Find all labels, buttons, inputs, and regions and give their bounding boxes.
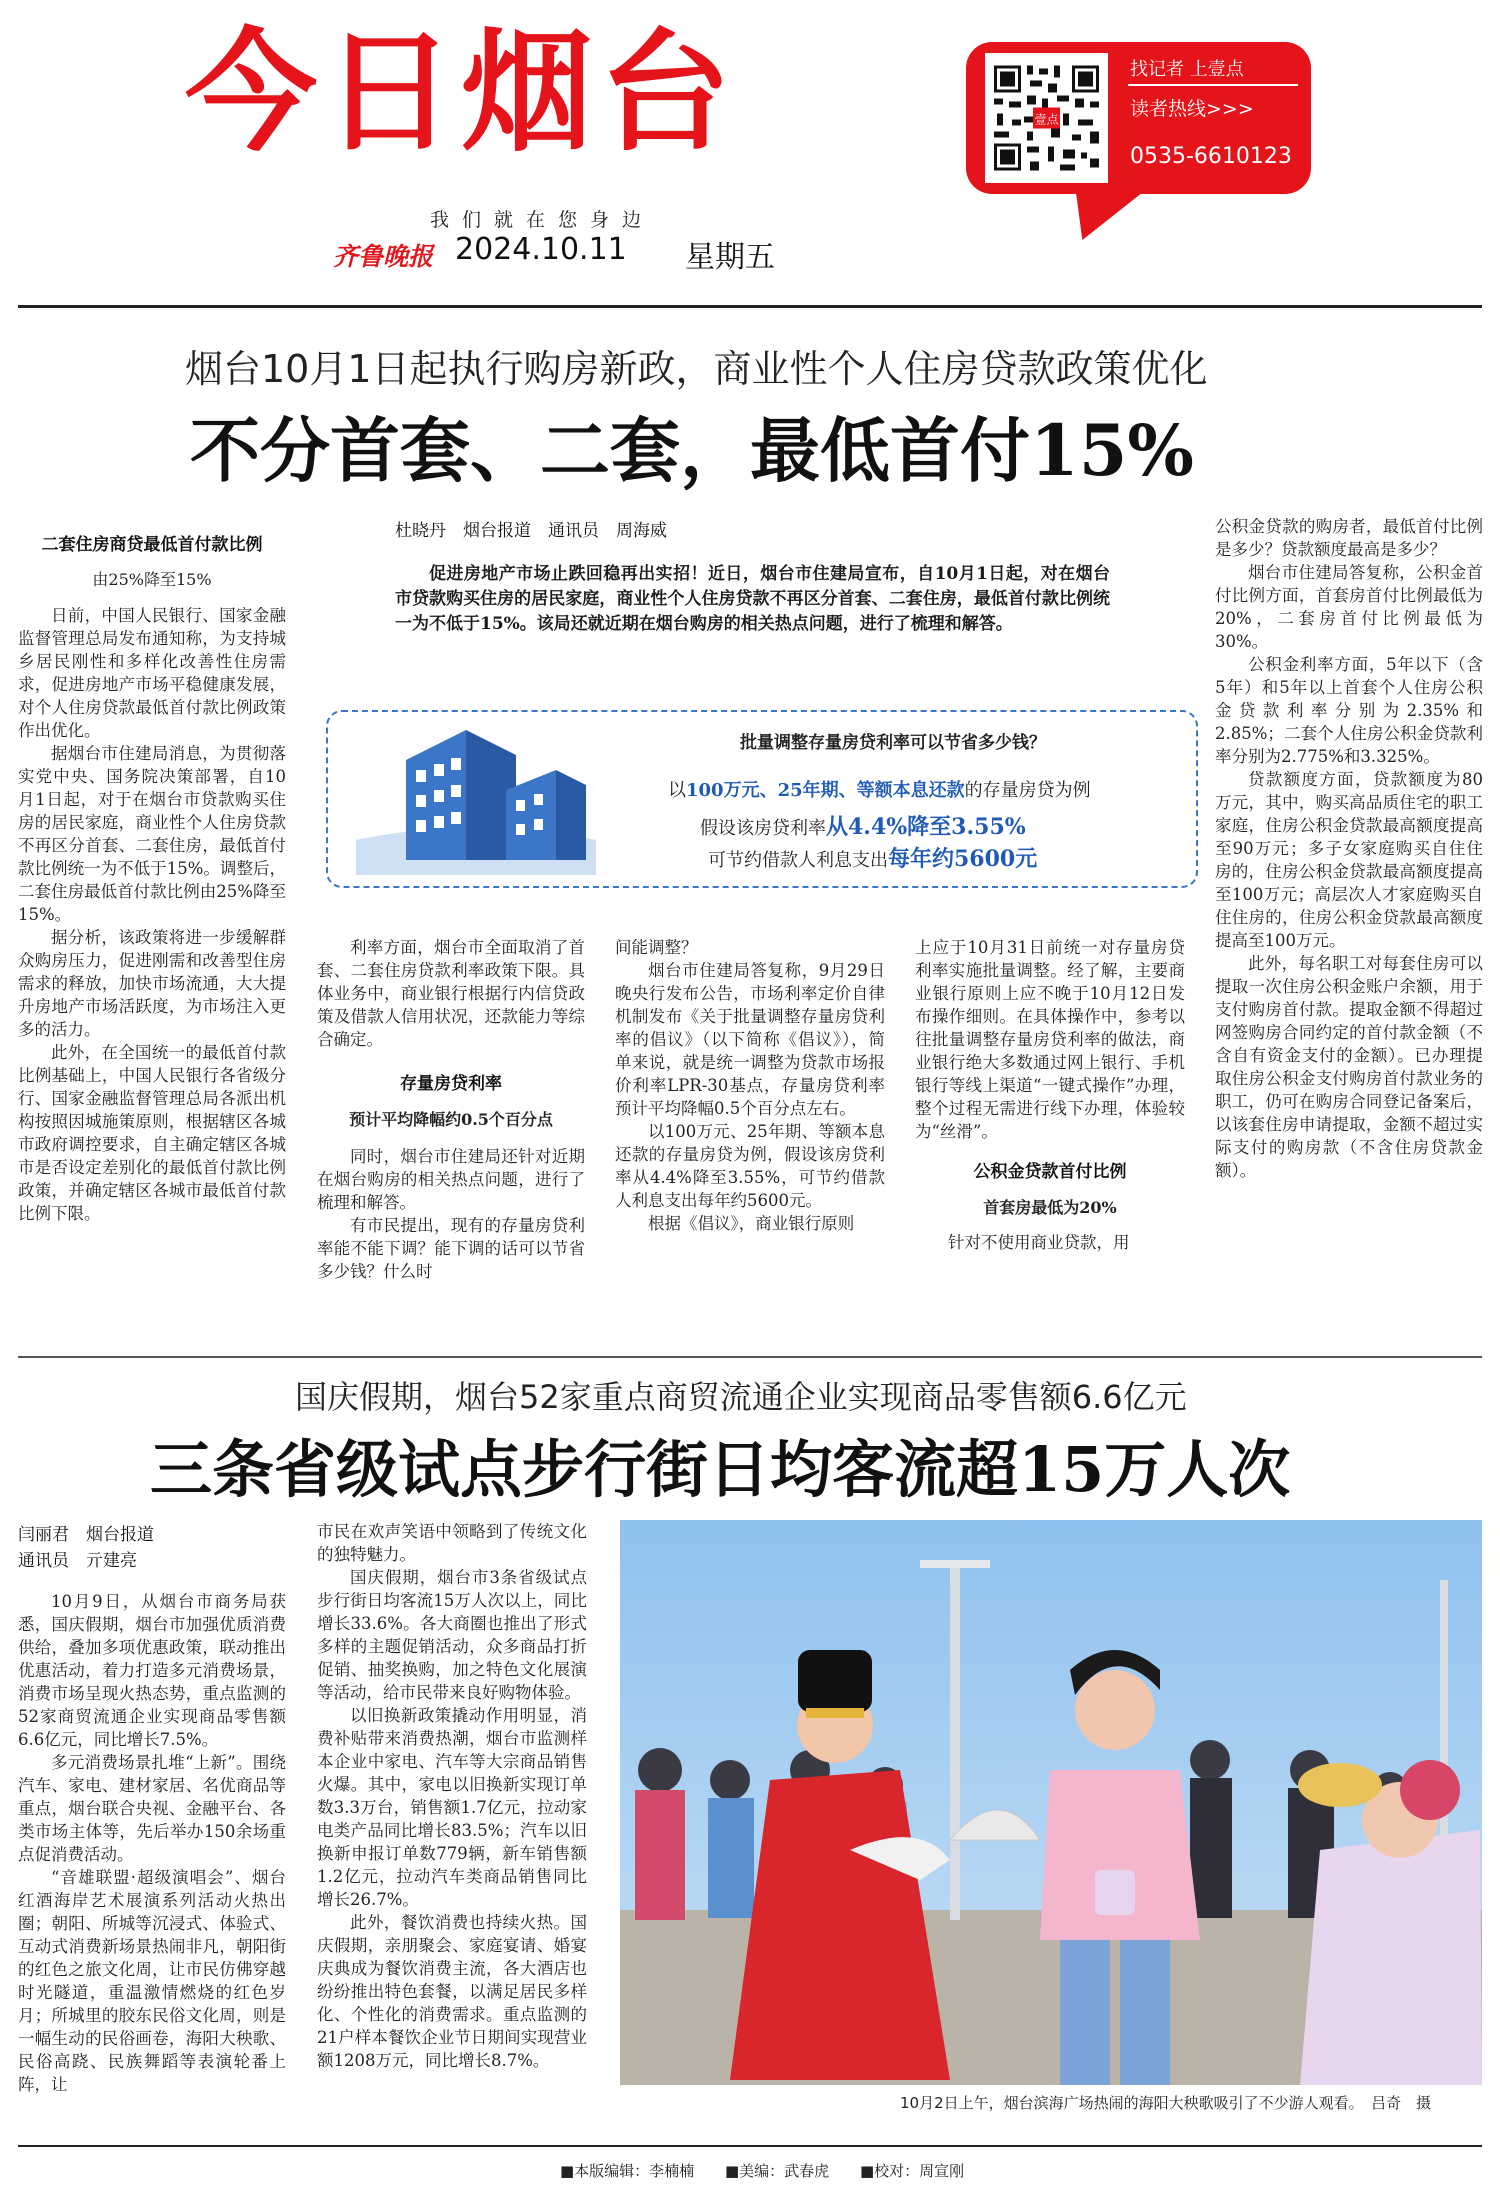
- paragraph: 同时，烟台市住建局还针对近期在烟台购房的相关热点问题，进行了梳理和解答。: [317, 1147, 585, 1212]
- story1-col4-subhead2: 首套房最低为20%: [983, 1198, 1117, 1217]
- paragraph: 烟台市住建局答复称，9月29日晚央行发布公告，市场利率定价自律机制发布《关于批量调整存量房贷利率的倡议》（以下简称《倡议》），简单来说，就是统一调整为贷款市场报价利率LPR-30基点，存量房贷利率预计平均降幅0.5个百分点左右。: [615, 961, 885, 1118]
- hotline-divider: [1128, 84, 1298, 86]
- page-credits: [560, 2160, 990, 2181]
- paragraph: 以100万元、25年期、等额本息还款的存量房贷为例，假设该房贷利率从4.4%降至3.55%，可节约借款人利息支出每年约5600元。: [615, 1122, 885, 1210]
- paragraph: 多元消费场景扎堆“上新”。围绕汽车、家电、建材家居、名优商品等重点，烟台联合央视、金融平台、各类市场主体等，先后举办150余场重点促消费活动。: [18, 1753, 286, 1864]
- story2-headline: 三条省级试点步行街日均客流超15万人次: [150, 1433, 1291, 1506]
- paragraph: 此外，餐饮消费也持续火热。国庆假期，亲朋聚会、家庭宴请、婚宴庆典成为餐饮消费主流，各大酒店也纷纷推出特色套餐，以满足居民多样化、个性化的消费需求。重点监测的21户样本餐饮企业节日期间实现营业额1208万元，同比增长8.7%。: [317, 1913, 587, 2070]
- story1-headline: 不分首套、二套，最低首付15%: [190, 409, 1194, 492]
- paragraph: 间能调整？: [615, 938, 698, 957]
- paragraph: 日前，中国人民银行、国家金融监督管理总局发布通知称，为支持城乡居民刚性和多样化改善性住房需求，促进房地产市场平稳健康发展，对个人住房贷款最低首付款比例政策作出优化。: [18, 606, 286, 740]
- masthead-rule: [18, 305, 1482, 308]
- story2-column-2: [317, 1520, 587, 2072]
- paragraph: 上应于10月31日前统一对存量房贷利率实施批量调整。经了解，主要商业银行原则上应不晚于10月12日发布操作细则。在具体操作中，参考以往批量调整存量房贷利率的做法，商业银行绝大多数通过网上银行、手机银行等线上渠道“一键式操作”办理，整个过程无需进行线下办理，体验较为“丝滑”。: [915, 938, 1185, 1141]
- masthead-brand: 齐鲁晚报: [333, 242, 434, 271]
- paragraph: 以旧换新政策撬动作用明显，消费补贴带来消费热潮，烟台市监测样本企业中家电、汽车等大宗商品销售火爆。其中，家电以旧换新实现订单数3.3万台，销售额1.7亿元，拉动家电类产品同比增长83.5%；汽车以旧换新申报订单数779辆，新车销售额1.2亿元，拉动汽车类商品销售同比增长26.7%。: [317, 1706, 587, 1909]
- qr-badge: 壹点: [1034, 112, 1059, 127]
- story1-col1-subhead2: 由25%降至15%: [92, 570, 212, 589]
- info-box-line-1: 以100万元、25年期、等额本息还款的存量房贷为例: [668, 780, 1091, 801]
- credit-designer: ■美编：武春虎: [724, 2162, 830, 2180]
- info-box-title: 批量调整存量房贷利率可以节省多少钱？: [740, 733, 1046, 753]
- qr-code-icon: [991, 59, 1102, 177]
- story1-col4-subhead: 公积金贷款首付比例: [973, 1162, 1127, 1182]
- story1-column-2: [317, 936, 585, 1283]
- yangge-dance-photo: [620, 1520, 1482, 2085]
- paragraph: “音雄联盟·超级演唱会”、烟台红酒海岸艺术展演系列活动火热出圈；朝阳、所城等沉浸式、体验式、互动式消费新场景热闹非凡，朝阳街的红色之旅文化周，让市民仿佛穿越时光隧道，重温激情燃烧的红色岁月；所城里的胶东民俗文化周，则是一幅生动的民俗画卷，海阳大秧歌、民俗高跷、民族舞蹈等表演轮番上阵，让: [18, 1868, 286, 2094]
- story1-column-1: [18, 604, 286, 1225]
- paragraph: 有市民提出，现有的存量房贷利率能不能下调？能下调的话可以节省多少钱？什么时: [317, 1216, 585, 1281]
- masthead-title: 今日烟台: [185, 16, 737, 170]
- issue-weekday: 星期五: [685, 240, 775, 275]
- hotline-box-tail: [1052, 190, 1145, 240]
- story2-byline: 闫丽君 烟台报道: [18, 1525, 154, 1545]
- qr-code[interactable]: [985, 53, 1108, 183]
- paragraph: 据分析，该政策将进一步缓解群众购房压力，促进刚需和改善型住房需求的释放，加快市场流通，大大提升房地产市场活跃度，为市场注入更多的活力。: [18, 928, 286, 1039]
- story2-column-1: [18, 1590, 286, 2096]
- story1-byline: 杜晓丹 烟台报道 通讯员 周海威: [395, 521, 667, 541]
- story1-lead: 促进房地产市场止跌回稳再出实招！近日，烟台市住建局宣布，自10月1日起，对在烟台市贷款购买住房的居民家庭，商业性个人住房贷款不再区分首套、二套住房，最低首付款比例统一为不低于15%。该局还就近期在烟台购房的相关热点问题，进行了梳理和解答。: [395, 564, 1110, 634]
- footer-rule: [18, 2145, 1482, 2147]
- story2-byline-correspondent: 通讯员 亓建亮: [18, 1551, 137, 1571]
- paragraph: 公积金利率方面，5年以下（含5年）和5年以上首套个人住房公积金贷款利率分别为2.35%和2.85%；二套个人住房公积金贷款利率分别为2.775%和3.325%。: [1215, 655, 1483, 766]
- paragraph: 针对不使用商业贷款，用: [948, 1233, 1130, 1252]
- paragraph: 利率方面，烟台市全面取消了首套、二套住房贷款利率政策下限。具体业务中，商业银行根据行内信贷政策及借款人信用状况，还款能力等综合确定。: [317, 938, 585, 1049]
- paragraph: 国庆假期，烟台市3条省级试点步行街日均客流15万人次以上，同比增长33.6%。各大商圈也推出了形式多样的主题促销活动，众多商品打折促销、抽奖换购，加之特色文化展演等活动，给市民带来良好购物体验。: [317, 1568, 587, 1702]
- story2-kicker: 国庆假期，烟台52家重点商贸流通企业实现商品零售额6.6亿元: [295, 1378, 1187, 1416]
- paragraph: 根据《倡议》，商业银行原则: [648, 1214, 855, 1233]
- news-photo[interactable]: [620, 1520, 1482, 2085]
- hotline-reporter: 找记者 上壹点: [1130, 59, 1244, 80]
- paragraph: 此外，在全国统一的最低首付款比例基础上，中国人民银行各省级分行、国家金融监督管理总局各派出机构按照因城施策原则，根据辖区各城市政府调控要求，自主确定辖区各城市是否设定差别化的最低首付款比例政策，并确定辖区各城市最低首付款比例下限。: [18, 1043, 286, 1223]
- story1-column-4: [915, 936, 1185, 1254]
- paragraph: 贷款额度方面，贷款额度为80万元，其中，购买高品质住宅的职工家庭，住房公积金贷款最高额度提高至90万元；多子女家庭购买自住住房的，住房公积金贷款最高额度提高至100万元；高层次人才家庭购买自住住房的，住房公积金贷款最高额度提高至100万元。: [1215, 770, 1483, 950]
- story1-col2-subhead2: 预计平均降幅约0.5个百分点: [349, 1110, 553, 1129]
- story1-col2-subhead: 存量房贷利率: [400, 1074, 502, 1094]
- section-rule: [18, 1356, 1482, 1358]
- paragraph: 此外，每名职工对每套住房可以提取一次住房公积金账户余额，用于支付购房首付款。提取金额不得超过网签购房合同约定的首付款金额（不含自有资金支付的金额）。已办理提取住房公积金支付购房首付款业务的职工，仍可在购房合同登记备案后，以该套住房申请提取，金额不超过实际支付的购房款（不含住房贷款金额）。: [1215, 954, 1483, 1180]
- hotline-label: 读者热线>>>: [1130, 98, 1254, 120]
- paragraph: 据烟台市住建局消息，为贯彻落实党中央、国务院决策部署，自10月1日起，对于在烟台市贷款购买住房的居民家庭，商业性个人住房贷款不再区分首套、二套住房，最低首付款比例统一为不低于15%。调整后，二套住房最低首付款比例由25%降至15%。: [18, 744, 286, 924]
- hotline-number[interactable]: 0535-6610123: [1130, 144, 1292, 169]
- paragraph: 10月9日，从烟台市商务局获悉，国庆假期，烟台市加强优质消费供给，叠加多项优惠政策，联动推出优惠活动，着力打造多元消费场景，消费市场呈现火热态势，重点监测的52家商贸流通企业实现商品零售额6.6亿元，同比增长7.5%。: [18, 1592, 286, 1749]
- story1-column-3: [615, 936, 885, 1235]
- story1-kicker: 烟台10月1日起执行购房新政，商业性个人住房贷款政策优化: [185, 347, 1208, 391]
- credit-editor: ■本版编辑：李楠楠: [560, 2162, 695, 2180]
- story1-col1-subhead: 二套住房商贷最低首付款比例: [41, 535, 263, 555]
- paragraph: 烟台市住建局答复称，公积金首付比例方面，首套房首付比例最低为20%，二套房首付比例最低为30%。: [1215, 563, 1483, 651]
- info-box-line-2: 假设该房贷利率从4.4%降至3.55%: [700, 814, 1026, 840]
- issue-date: 2024.10.11: [455, 232, 627, 267]
- masthead-slogan: 我们就在您身边: [430, 209, 655, 231]
- credit-proofreader: ■校对：周宣刚: [859, 2162, 965, 2180]
- story1-col1-subhead-block: [18, 530, 286, 590]
- info-box-line-3: 可节约借款人利息支出每年约5600元: [708, 846, 1038, 872]
- paragraph: 公积金贷款的购房者，最低首付比例是多少？贷款额度最高是多少？: [1215, 517, 1483, 559]
- story1-column-5: [1215, 515, 1483, 1182]
- paragraph: 市民在欢声笑语中领略到了传统文化的独特魅力。: [317, 1522, 587, 1564]
- building-icon: [356, 720, 596, 875]
- photo-caption: 10月2日上午，烟台滨海广场热闹的海阳大秧歌吸引了不少游人观看。 吕奇 摄: [900, 2094, 1432, 2112]
